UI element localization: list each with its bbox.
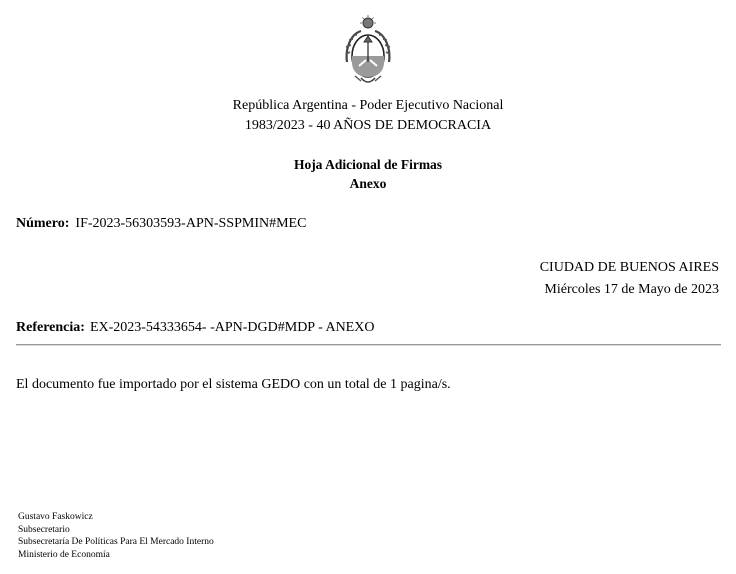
referencia-field xyxy=(16,318,374,338)
body-text: El documento fue importado por el sistema GEDO con un total de 1 pagina/s. xyxy=(16,377,451,392)
numero-value: IF-2023-56303593-APN-SSPMIN#MEC xyxy=(75,216,307,231)
date: Miércoles 17 de Mayo de 2023 xyxy=(544,282,719,297)
city: CIUDAD DE BUENOS AIRES xyxy=(539,260,719,275)
signer-ministry: Ministerio de Economía xyxy=(18,549,110,560)
referencia-value: EX-2023-54333654- -APN-DGD#MDP - ANEXO xyxy=(89,320,375,335)
signer-name: Gustavo Faskowicz xyxy=(18,512,93,522)
document-subtitle: Anexo xyxy=(349,176,387,191)
signer-role: Subsecretario xyxy=(18,524,70,535)
signature-block xyxy=(18,511,214,561)
divider xyxy=(16,344,721,346)
document-title: Hoja Adicional de Firmas xyxy=(293,157,443,172)
signer-office: Subsecretaría De Políticas Para El Mercado Interno xyxy=(18,537,214,547)
header-line-2: 1983/2023 - 40 AÑOS DE DEMOCRACIA xyxy=(244,118,492,133)
numero-label: Número: xyxy=(16,216,70,231)
sun-icon xyxy=(363,18,373,28)
argentina-coat-of-arms xyxy=(341,14,395,90)
numero-field xyxy=(16,214,306,234)
referencia-label: Referencia: xyxy=(16,320,85,335)
header-line-1: República Argentina - Poder Ejecutivo Nacional xyxy=(232,98,504,113)
